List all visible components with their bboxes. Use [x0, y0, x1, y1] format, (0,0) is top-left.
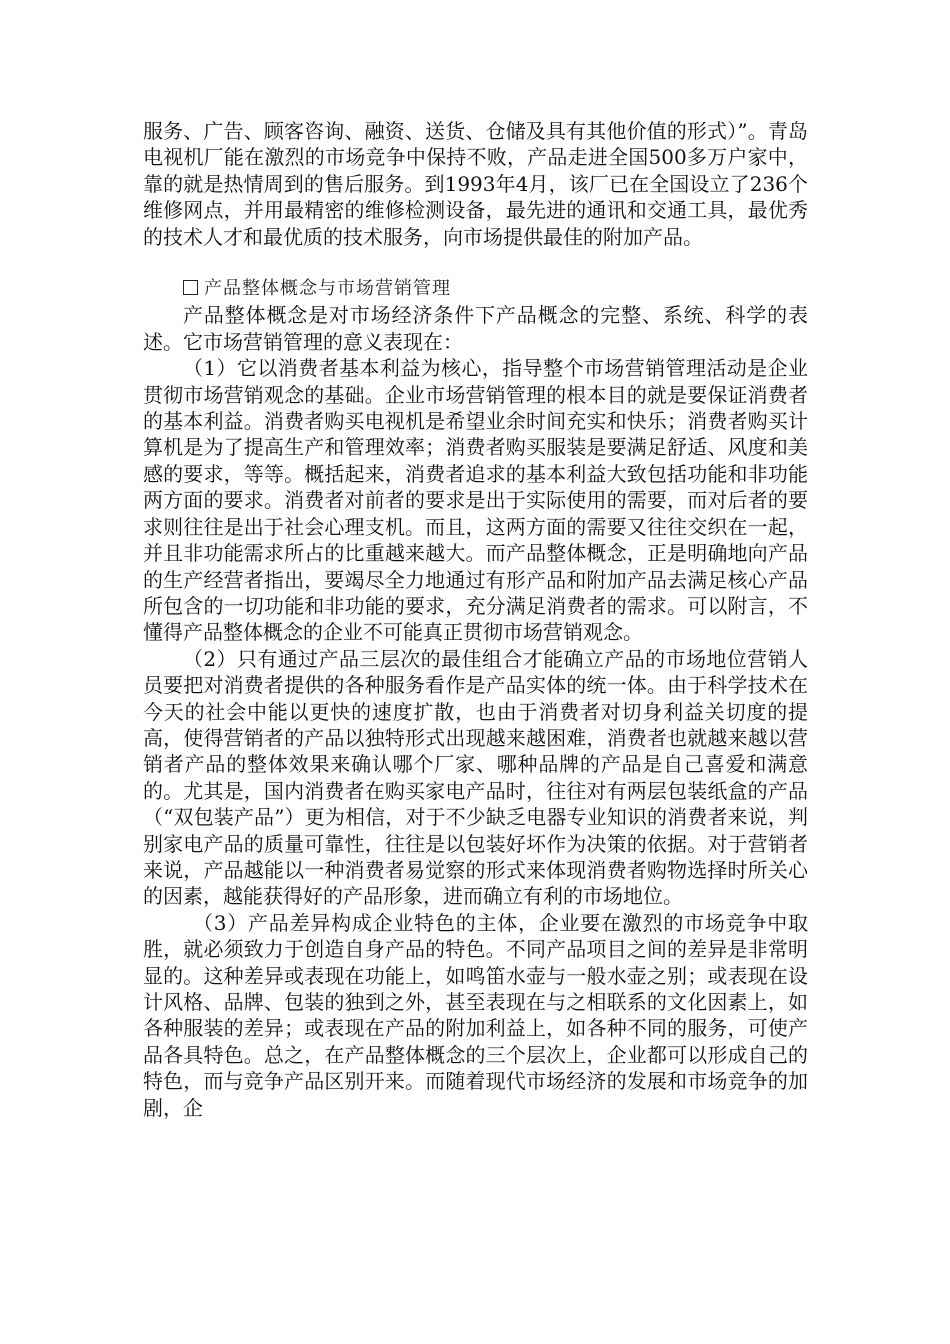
lead-paragraph: 产品整体概念是对市场经济条件下产品概念的完整、系统、科学的表述。它市场营销管理的意义表现在： — [143, 303, 808, 354]
intro-paragraph: 服务、广告、顾客咨询、融资、送货、仓储及具有其他价值的形式）”。青岛电视机厂能在激烈的市场竞争中保持不败，产品走进全国500多万户家中，靠的就是热情周到的售后服务。到1993年4月，该厂已在全国设立了236个维修网点，并用最精密的维修检测设备，最先进的通讯和交通工具，最优秀的技术人才和最优质的技术服务，向市场提供最佳的附加产品。 — [143, 119, 808, 249]
point-3-paragraph: （3）产品差异构成企业特色的主体，企业要在激烈的市场竞争中取胜，就必须致力于创造自身产品的特色。不同产品项目之间的差异是非常明显的。这种差异或表现在功能上，如鸣笛水壶与一般水壶之别；或表现在设计风格、品牌、包装的独到之外，甚至表现在与之相联系的文化因素上，如各种服装的差异；或表现在产品的附加利益上，如各种不同的服务，可使产品各具特色。总之，在产品整体概念的三个层次上，企业都可以形成自己的特色，而与竞争产品区别开来。而随着现代市场经济的发展和市场竞争的加剧，企 — [143, 910, 808, 1120]
document-body — [143, 118, 808, 1121]
section-heading — [143, 276, 808, 302]
checkbox-icon — [183, 280, 198, 295]
section-heading-text: 产品整体概念与市场营销管理 — [204, 278, 451, 300]
point-2-paragraph: （2）只有通过产品三层次的最佳组合才能确立产品的市场地位营销人员要把对消费者提供的各种服务看作是产品实体的统一体。由于科学技术在今天的社会中能以更快的速度扩散，也由于消费者对切身利益关切度的提高，使得营销者的产品以独特形式出现越来越困难，消费者也就越来越以营销者产品的整体效果来确认哪个厂家、哪种品牌的产品是自己喜爱和满意的。尤其是，国内消费者在购买家电产品时，往往对有两层包装纸盒的产品（“双包装产品”）更为相信，对于不少缺乏电器专业知识的消费者来说，判别家电产品的质量可靠性，往往是以包装好坏作为决策的依据。对于营销者来说，产品越能以一种消费者易觉察的形式来体现消费者购物选择时所关心的因素，越能获得好的产品形象，进而确立有利的市场地位。 — [143, 646, 808, 909]
point-1-paragraph: （1）它以消费者基本利益为核心，指导整个市场营销管理活动是企业贯彻市场营销观念的基础。企业市场营销管理的根本目的就是要保证消费者的基本利益。消费者购买电视机是希望业余时间充实和快乐；消费者购买计算机是为了提高生产和管理效率；消费者购买服装是要满足舒适、风度和美感的要求，等等。概括起来，消费者追求的基本利益大致包括功能和非功能两方面的要求。消费者对前者的要求是出于实际使用的需要，而对后者的要求则往往是出于社会心理支机。而且，这两方面的需要又往往交织在一起，并且非功能需求所占的比重越来越大。而产品整体概念，正是明确地向产品的生产经营者指出，要竭尽全力地通过有形产品和附加产品去满足核心产品所包含的一切功能和非功能的要求，充分满足消费者的需求。可以附言，不懂得产品整体概念的企业不可能真正贯彻市场营销观念。 — [143, 356, 808, 645]
